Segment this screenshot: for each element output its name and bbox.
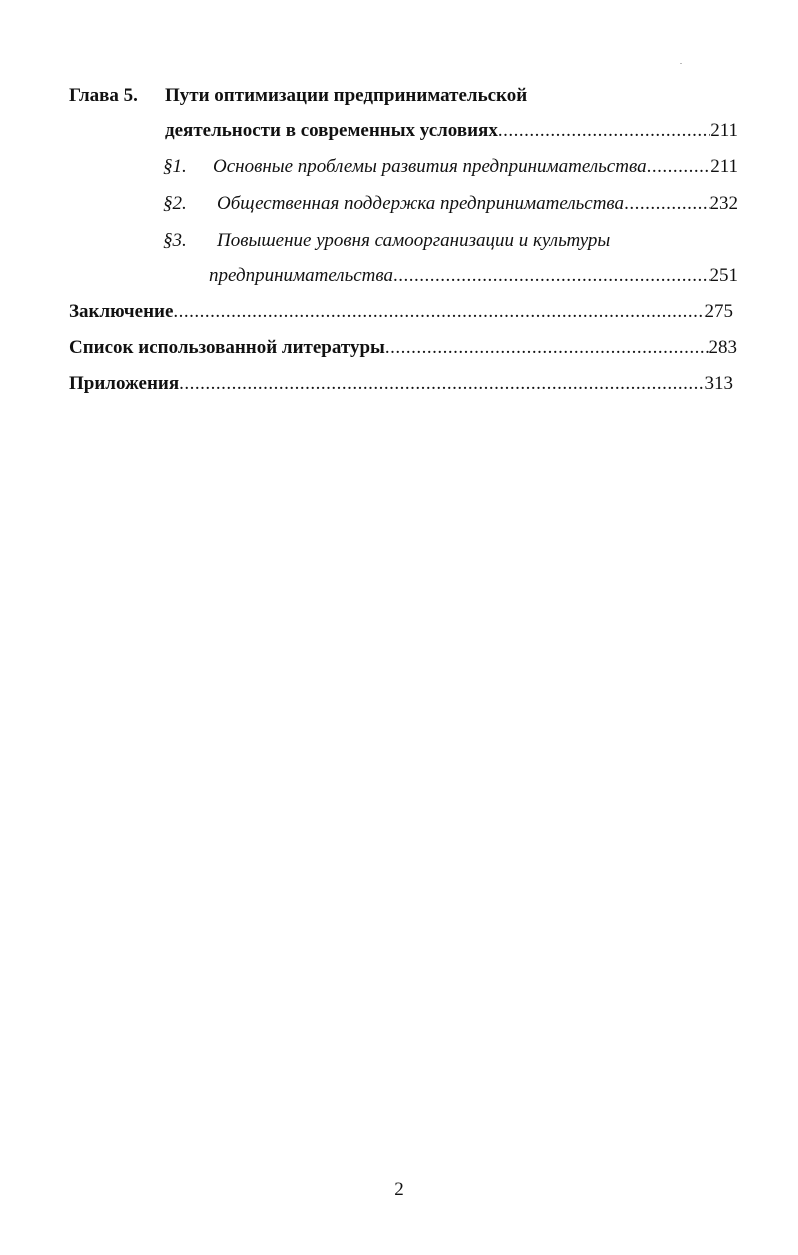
section1-title: Основные проблемы развития предпринимательства — [213, 156, 647, 177]
dot-leader — [385, 336, 709, 360]
toc-entry-section2[interactable] — [163, 192, 738, 216]
chapter5-title-line2: деятельности в современных условиях — [165, 120, 498, 141]
section3-title-line2: предпринимательства — [209, 265, 394, 286]
toc-entry-chapter5[interactable] — [165, 119, 738, 143]
appendices-title: Приложения — [69, 373, 180, 394]
dot-leader — [624, 192, 709, 216]
chapter5-title-line1: Пути оптимизации предпринимательской — [165, 85, 528, 106]
chapter5-page: 211 — [710, 120, 738, 141]
section2-page: 232 — [709, 193, 738, 214]
dot-leader — [173, 300, 704, 324]
section2-number: §2. — [163, 193, 187, 214]
dot-leader — [498, 119, 710, 143]
section3-number: §3. — [163, 230, 187, 251]
dot-leader — [393, 264, 709, 288]
references-title: Список использованной литературы — [69, 337, 385, 358]
toc-entry-references[interactable] — [69, 336, 737, 360]
toc-entry-section1[interactable] — [163, 155, 738, 179]
dot-leader — [647, 155, 711, 179]
chapter5-label: Глава 5. — [69, 85, 138, 106]
scan-speck — [680, 63, 682, 64]
section3-title-line1: Повышение уровня самоорганизации и культуры — [217, 230, 611, 251]
conclusion-page: 275 — [704, 301, 733, 322]
conclusion-title: Заключение — [69, 301, 174, 322]
toc-entry-section3[interactable] — [209, 264, 738, 288]
references-page: 283 — [708, 337, 737, 358]
dot-leader — [179, 372, 704, 396]
toc-entry-appendices[interactable] — [69, 372, 733, 396]
section3-page: 251 — [709, 265, 738, 286]
section1-number: §1. — [163, 156, 187, 177]
toc-entry-conclusion[interactable] — [69, 300, 733, 324]
appendices-page: 313 — [704, 373, 733, 394]
page-number: 2 — [394, 1179, 404, 1200]
section2-title: Общественная поддержка предпринимательства — [217, 193, 625, 214]
section1-page: 211 — [710, 156, 738, 177]
